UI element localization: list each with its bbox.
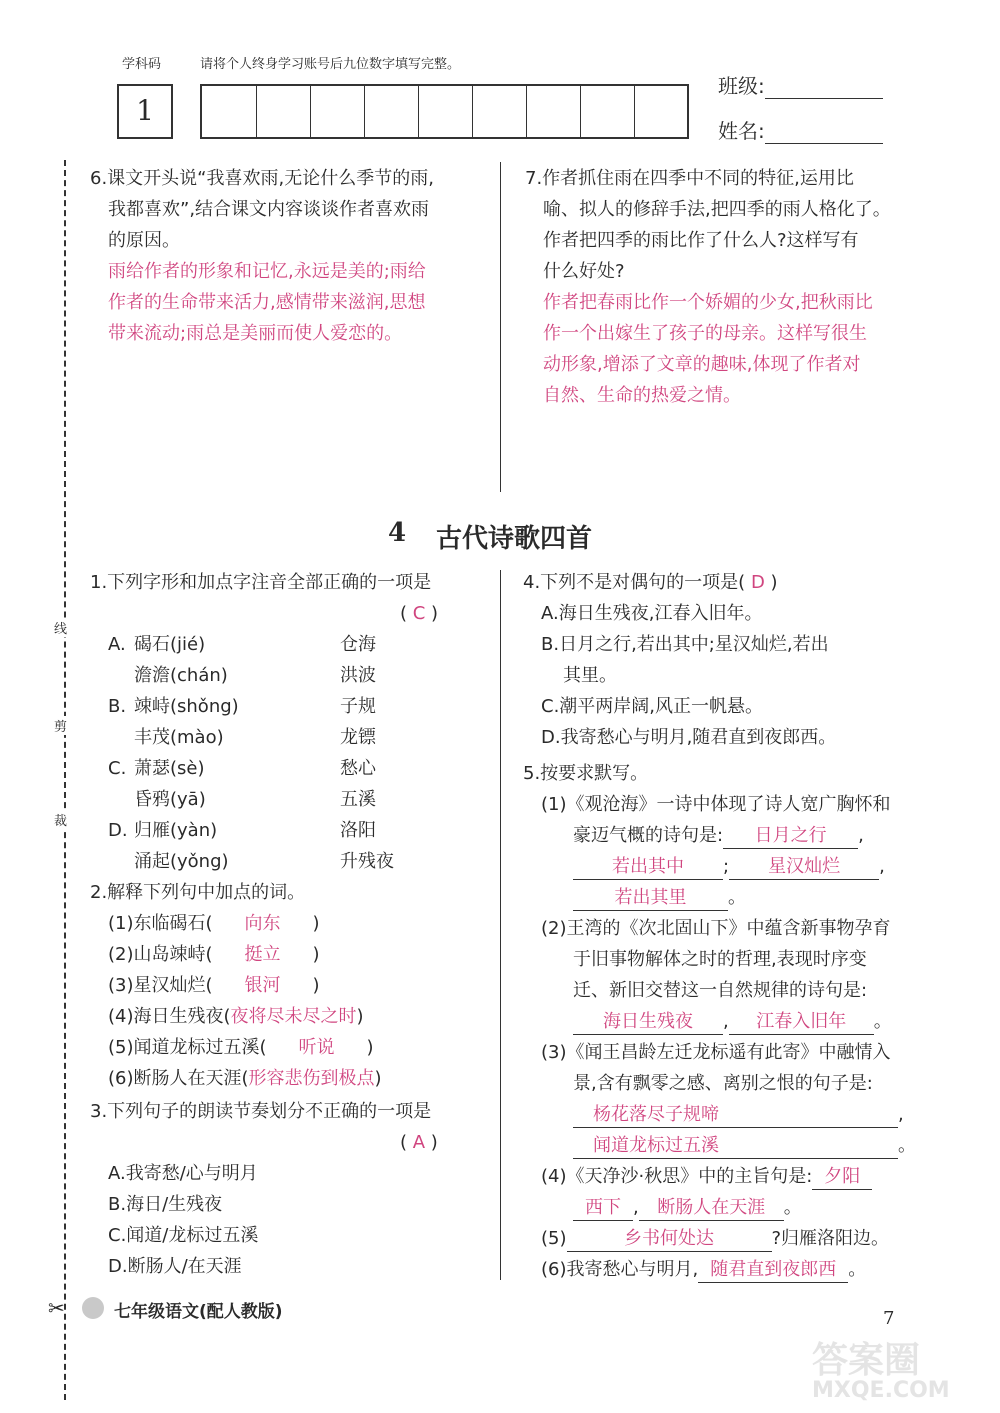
question-7: 7.作者抓住雨在四季中不同的特征,运用比 喻、拟人的修辞手法,把四季的雨人格化了。 作者把四季的雨比作了什么人?这样写有 什么好处? 作者把春雨比作一个娇媚的少女,把秋雨比 作一个出嫁生了孩子的母亲。这样写很生 动形象,增添了文章的趣味,体现了作者对 自然、生命的热爱之情。 — [525, 168, 891, 406]
question-3: 3.下列句子的朗读节奏划分不正确的一项是 ( A ) A.我寄愁/心与明月 B.海日/生残夜 C.闻道/龙标过五溪 D.断肠人/在天涯 — [90, 1101, 438, 1277]
book-logo-icon — [82, 1297, 104, 1319]
name-label: 姓名: — [718, 119, 765, 143]
answer-3: A — [412, 1132, 426, 1153]
cut-label-trim: 裁 — [54, 810, 67, 829]
class-field[interactable] — [718, 70, 883, 99]
column-divider-top — [500, 162, 501, 492]
page-number: 7 — [883, 1308, 895, 1329]
question-6: 6.课文开头说“我喜欢雨,无论什么季节的雨, 我都喜欢”,结合课文内容谈谈作者喜欢雨 的原因。 雨给作者的形象和记忆,永远是美的;雨给 作者的生命带来活力,感情带来滋润,思想 带来流动;雨总是美丽而使人爱恋的。 — [90, 168, 434, 344]
watermark-logo: 答案圈 — [812, 1340, 921, 1381]
question-1: 1.下列字形和加点字注音全部正确的一项是 ( C ) — [90, 572, 439, 624]
answer-4: D — [750, 572, 765, 593]
account-digit-boxes[interactable] — [200, 84, 689, 139]
cut-label-cut: 剪 — [54, 716, 67, 735]
subject-code-box — [117, 84, 173, 139]
class-label: 班级: — [718, 74, 765, 98]
cut-line — [64, 160, 66, 1400]
watermark-url: MXQE.COM — [812, 1378, 950, 1403]
answer-7: 作者把春雨比作一个娇媚的少女,把秋雨比 — [543, 292, 873, 313]
subject-code-label: 学科码 — [122, 57, 162, 72]
cut-label-line: 线 — [54, 618, 67, 637]
column-divider-bottom — [500, 570, 501, 1280]
question-5: 5.按要求默写。 (1)《观沧海》一诗中体现了诗人宽广胸怀和 豪迈气概的诗句是: 日月之行 , 若出其中 ; 星汉灿烂 , 若出其里 。 (2)王湾的《次北固山下》中蕴含新事物孕育 于旧事物解体之时的哲理,表现时序变 迁、新旧交替这一自然规律的诗句是: 海日生残夜 , 江春入旧年 。 (3)《闻王昌龄左迁龙标遥有此寄》中融情入 景,含有飘零之感、离别之恨的句子是: 杨花落尽子规啼 , 闻道龙标过五溪 。 (4)《天净沙·秋思》中的主旨句是: 夕阳 西下 , 断肠人在天涯 。 (5) 乡书何处达 ?归雁洛阳边。 (6)我寄愁心与明月, 随君直到夜郎西 。 — [523, 758, 916, 1285]
subject-code-value: 1 — [136, 94, 154, 127]
name-field[interactable] — [718, 115, 883, 144]
question-2: 2.解释下列句中加点的词。 (1)东临碣石( 向东 ) (2)山岛竦峙( 挺立 ) (3)星汉灿烂( 银河 ) (4)海日生残夜(夜将尽未尽之时) (5)闻道龙标过五溪( 听说 ) (6)断肠人在天涯(形容悲伤到极点) — [90, 882, 382, 1089]
footer-book-title: 七年级语文(配人教版) — [114, 1302, 283, 1322]
section-number: 4 — [388, 518, 407, 548]
section-title: 古代诗歌四首 — [436, 524, 593, 554]
question-4: 4.下列不是对偶句的一项是( D ) A.海日生残夜,江春入旧年。 B.日月之行,若出其中;星汉灿烂,若出 其里。 C.潮平两岸阔,风正一帆悬。 D.我寄愁心与明月,随君直到夜郎西。 — [523, 572, 837, 748]
scissors-icon: ✂ — [48, 1296, 65, 1320]
answer-6: 雨给作者的形象和记忆,永远是美的;雨给 — [108, 261, 426, 282]
answer-1: C — [412, 603, 426, 624]
account-instruction: 请将个人终身学习账号后九位数字填写完整。 — [200, 57, 461, 72]
